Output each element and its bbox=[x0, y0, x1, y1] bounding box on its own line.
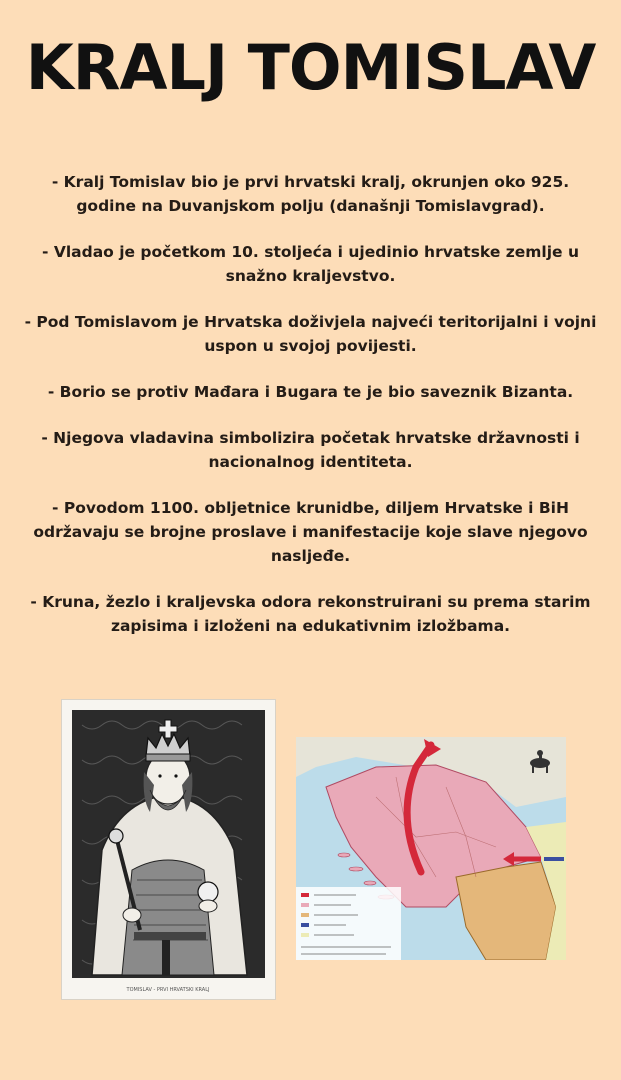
facts-list bbox=[22, 170, 599, 660]
fact-item: - Njegova vladavina simbolizira početak hrvatske državnosti i nacionalnog identiteta. bbox=[41, 429, 580, 471]
historical-map-image bbox=[296, 737, 566, 960]
fact-item: - Pod Tomislavom je Hrvatska doživjela najveći teritorijalni i vojni uspon u svojoj povijesti. bbox=[24, 313, 597, 355]
fact-item: - Kruna, žezlo i kraljevska odora rekonstruirani su prema starim zapisima i izloženi na edukativnim izložbama. bbox=[30, 593, 591, 635]
portrait-caption: TOMISLAV - PRVI HRVATSKI KRALJ bbox=[126, 987, 210, 993]
king-portrait-image bbox=[61, 699, 276, 1000]
fact-item: - Borio se protiv Mađara i Bugara te je bio saveznik Bizanta. bbox=[47, 383, 574, 401]
king-portrait-illustration bbox=[62, 700, 275, 999]
fact-item: - Povodom 1100. obljetnice krunidbe, diljem Hrvatske i BiH održavaju se brojne proslave i manifestacije koje slave njegovo nasljeđe. bbox=[33, 499, 588, 565]
page-title: KRALJ TOMISLAV bbox=[25, 31, 596, 104]
fact-item: - Kralj Tomislav bio je prvi hrvatski kralj, okrunjen oko 925. godine na Duvanjskom polju (današnji Tomislavgrad). bbox=[51, 173, 570, 215]
historical-map-illustration bbox=[296, 737, 566, 960]
fact-item: - Vladao je početkom 10. stoljeća i ujedinio hrvatske zemlje u snažno kraljevstvo. bbox=[42, 243, 579, 285]
